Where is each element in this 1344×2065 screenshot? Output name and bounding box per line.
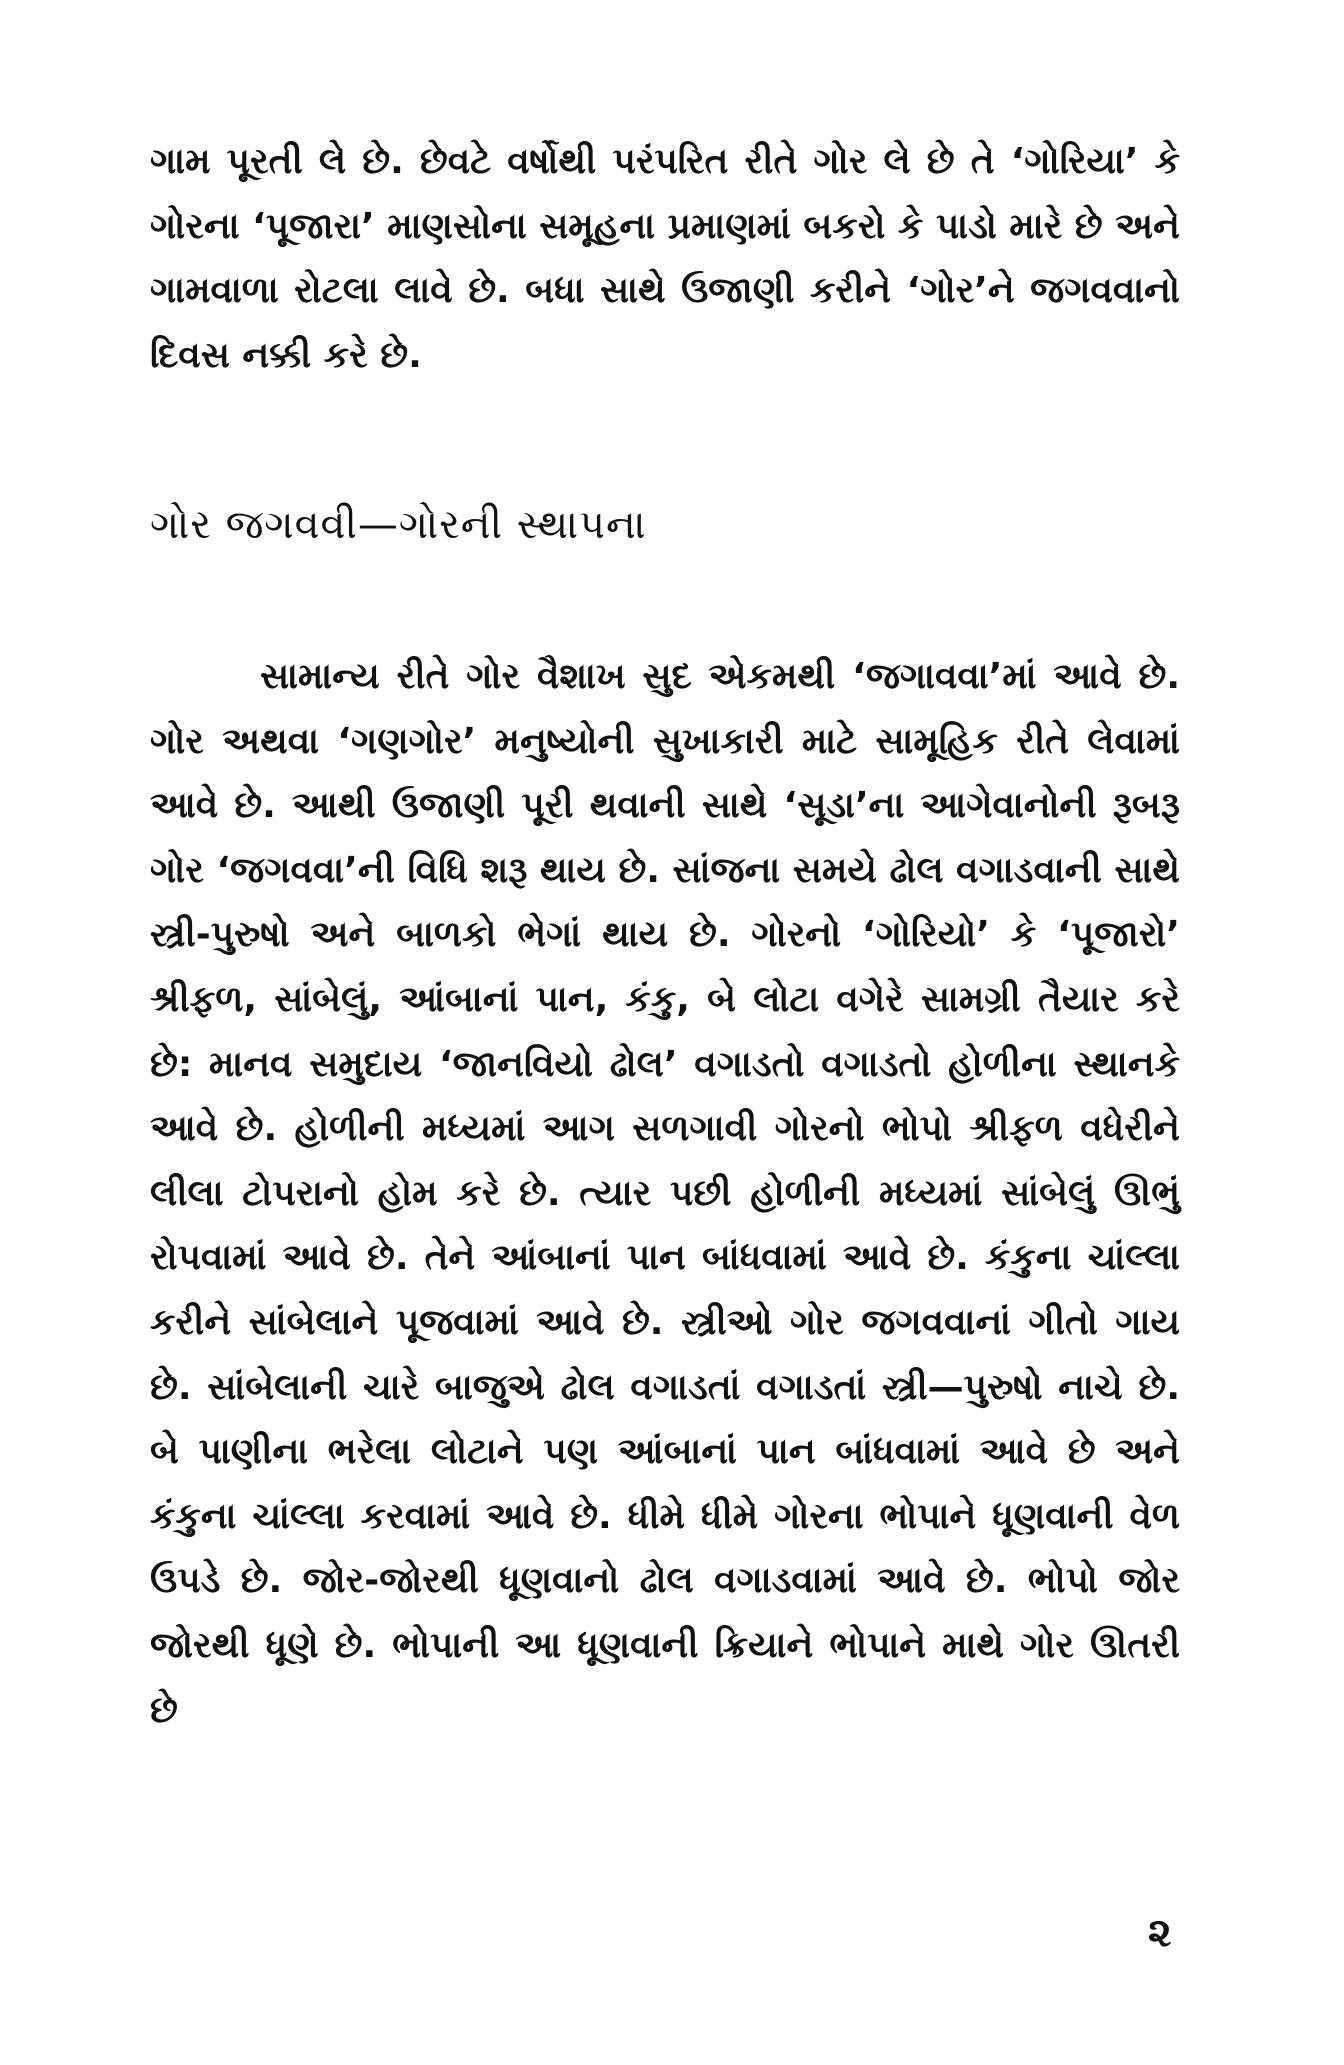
section-heading: ગોર જગવવી—ગોરની સ્થાપના [150,502,647,548]
paragraph-body: સામાન્ય રીતે ગોર વૈશાખ સુદ એકમથી ‘જગાવવા’માં આવે છે. ગોર અથવા ‘ગણગોર’ મનુષ્યોની સુખાકારી માટે સામૂહિક રીતે લેવામાં આવે છે. આથી ઉજાણી પૂરી થવાની સાથે ‘સૂડા’ના આગેવાનોની રૂબરૂ ગોર ‘જગવવા’ની વિધિ શરૂ થાય છે. સાંજના સમયે ઢોલ વગાડવાની સાથે સ્ત્રી-પુરુષો અને બાળકો ભેગાં થાય છે. ગોરનો ‘ગોરિયો’ કે ‘પૂજારો’ શ્રીફળ, સાંબેલું, આંબાનાં પાન, કંકુ, બે લોટા વગેરે સામગ્રી તૈયાર કરે છે: માનવ સમુદાય ‘જાનવિયો ઢોલ’ વગાડતો વગાડતો હોળીના સ્થાનકે આવે છે. હોળીની મધ્યમાં આગ સળગાવી ગોરનો ભોપો શ્રીફળ વધેરીને લીલા ટોપરાનો હોમ કરે છે. ત્યાર પછી હોળીની મધ્યમાં સાંબેલું ઊભું રોપવામાં આવે છે. તેને આંબાનાં પાન બાંધવામાં આવે છે. કંકુના ચાંલ્લા કરીને સાંબેલાને પૂજવામાં આવે છે. સ્ત્રીઓ ગોર જગવવાનાં ગીતો ગાય છે. સાંબેલાની ચારે બાજુએ ઢોલ વગાડતાં વગાડતાં સ્ત્રી—પુરુષો નાચે છે. બે પાણીના ભરેલા લોટાને પણ આંબાનાં પાન બાંધવામાં આવે છે અને કંકુના ચાંલ્લા કરવામાં આવે છે. ધીમે ધીમે ગોરના ભોપાને ધૂણવાની વેળ ઉપડે છે. જોર-જોરથી ધૂણવાનો ઢોલ વગાડવામાં આવે છે. ભોપો જોર જોરથી ધૂણે છે. ભોપાની આ ધૂણવાની ક્રિયાને ભોપાને માથે ગોર ઊતરી છે [150,656,1180,1731]
page-number: ૨ [1148,1910,1172,1956]
paragraph-intro: ગામ પૂરતી લે છે. છેવટે વર્ષોથી પરંપરિત રીતે ગોર લે છે તે ‘ગોરિયા’ કે ગોરના ‘પૂજારા’ માણસોના સમૂહના પ્રમાણમાં બકરો કે પાડો મારે છે અને ગામવાળા રોટલા લાવે છે. બધા સાથે ઉજાણી કરીને ‘ગોર’ને જગવવાનો દિવસ નક્કી કરે છે. [150,141,1180,376]
